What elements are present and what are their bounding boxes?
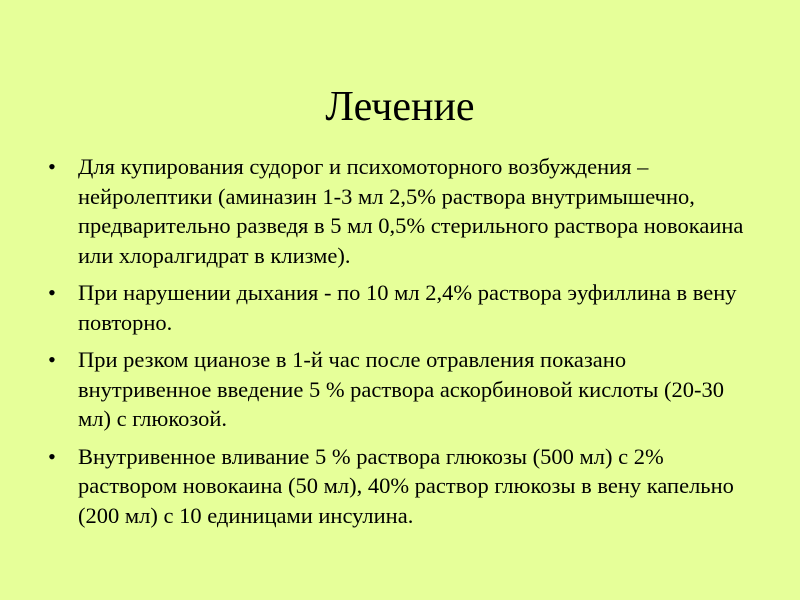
list-item <box>48 152 753 270</box>
bullet-icon: • <box>48 280 56 305</box>
bullet-icon: • <box>48 154 56 179</box>
bullet-list <box>48 152 753 538</box>
list-item <box>48 278 753 337</box>
list-item-text: При резком цианозе в 1-й час после отравления показано внутривенное введение 5 % раствора аскорбиновой кислоты (20-30 мл) с глюкозой. <box>78 347 724 431</box>
bullet-icon: • <box>48 347 56 372</box>
list-item <box>48 442 753 531</box>
list-item <box>48 345 753 434</box>
slide-title: Лечение <box>325 84 475 130</box>
list-item-text: Внутривенное вливание 5 % раствора глюкозы (500 мл) с 2% раствором новокаина (50 мл), 40% раствор глюкозы в вену капельно (200 мл) с 10 единицами инсулина. <box>78 443 734 528</box>
list-item-text: При нарушении дыхания - по 10 мл 2,4% раствора эуфиллина в вену повторно. <box>78 280 737 335</box>
list-item-text: Для купирования судорог и психомоторного возбуждения – нейролептики (аминазин 1-3 мл 2,5% раствора внутримышечно, предварительно разведя в 5 мл 0,5% стерильного раствора новокаина или хлоралгидрат в клизме). <box>78 154 744 268</box>
bullet-icon: • <box>48 443 56 469</box>
